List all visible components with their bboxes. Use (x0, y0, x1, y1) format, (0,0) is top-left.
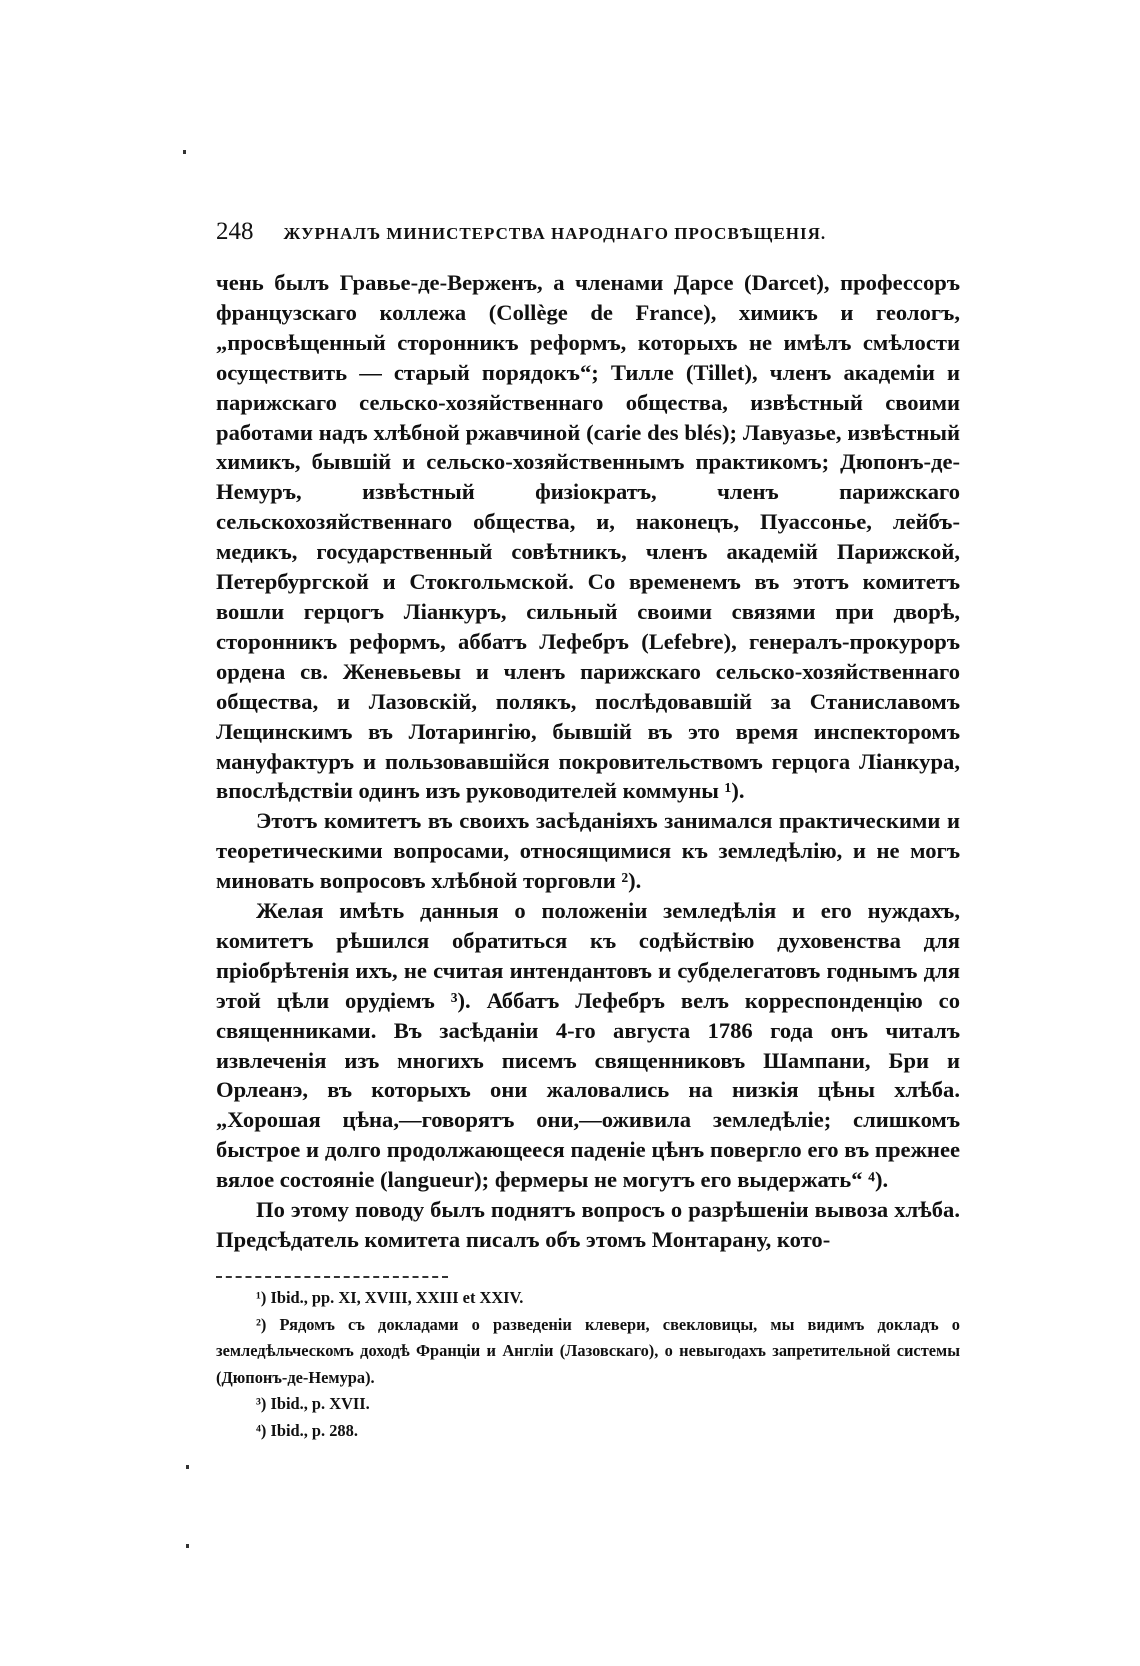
scan-speck (186, 1465, 189, 1469)
footnote: ⁴) Ibid., p. 288. (256, 1420, 358, 1440)
page-number: 248 (216, 218, 254, 245)
scan-speck (183, 150, 186, 154)
scan-speck (186, 1544, 189, 1548)
footnote: ¹) Ibid., pp. XI, XVIII, XXIII et XXIV. (256, 1288, 524, 1307)
footnote: ³) Ibid., p. XVII. (256, 1394, 370, 1414)
footnote: ²) Рядомъ съ докладами о разведеніи клевери, свекловицы, мы видимъ докладъ о земледѣльческомъ доходѣ Франціи и Англіи (Лазовскаго), о невыгодахъ запретительной системы (Дюпонъ-де-Немура). (216, 1314, 960, 1387)
footnotes (216, 1285, 960, 1445)
running-title: ЖУРНАЛЪ МИНИСТЕРСТВА НАРОДНАГО ПРОСВѢЩЕНІЯ. (283, 224, 827, 243)
paragraph: По этому поводу былъ поднятъ вопросъ о разрѣшеніи вывоза хлѣба. Предсѣдатель комитета писалъ объ этомъ Монтарану, кото- (216, 1197, 960, 1252)
footnote-separator (216, 1276, 448, 1278)
paragraph: Желая имѣть данныя о положеніи земледѣлія и его нуждахъ, комитетъ рѣшился обратиться къ содѣйствію духовенства для пріобрѣтенія ихъ, не считая интендантовъ и субделегатовъ годнымъ для этой цѣли орудіемъ ³). Аббатъ Лефебръ велъ корреспонденцію со священниками. Въ засѣданіи 4-го августа 1786 года онъ читалъ извлеченія изъ многихъ писемъ священниковъ Шампани, Бри и Орлеанэ, въ которыхъ они жаловались на низкія цѣны хлѣба. „Хорошая цѣна,—говорятъ они,—оживила земледѣліе; слишкомъ быстрое и долго продолжающееся паденіе цѣнъ повергло его въ прежнее вялое состояніе (langueur); фермеры не могутъ его выдержать“ ⁴). (216, 898, 960, 1193)
running-header (216, 218, 960, 252)
paragraph: чень былъ Гравье-де-Верженъ, а членами Дарсе (Darcet), профессоръ французскаго коллежа (Collège de France), химикъ и геологъ, „просвѣщенный сторонникъ реформъ, которыхъ не имѣлъ смѣлости осуществить — старый порядокъ“; Тилле (Tillet), членъ академіи и парижскаго сельско-хозяйственнаго общества, извѣстный своими работами надъ хлѣбной ржавчиной (carie des blés); Лавуазье, извѣстный химикъ, бывшій и сельско-хозяйственнымъ практикомъ; Дюпонъ-де-Немуръ, извѣстный физіократъ, членъ парижскаго сельскохозяйственнаго общества, и, наконецъ, Пуассонье, лейбъ-медикъ, государственный совѣтникъ, членъ академій Парижской, Петербургской и Стокгольмской. Со временемъ въ этотъ комитетъ вошли герцогъ Ліанкуръ, сильный своими связями при дворѣ, сторонникъ реформъ, аббатъ Лефебръ (Lefebre), генералъ-прокуроръ ордена св. Женевьевы и членъ парижскаго сельско-хозяйственнаго общества, и Лазовскій, полякъ, послѣдовавшій за Станиславомъ Лещинскимъ въ Лотарингію, бывшій въ это время инспекторомъ мануфактуръ и пользовавшійся покровительствомъ герцога Ліанкура, впослѣдствіи одинъ изъ руководителей коммуны ¹). (216, 270, 960, 804)
paragraph: Этотъ комитетъ въ своихъ засѣданіяхъ занимался практическими и теоретическими вопросами, относящимися къ земледѣлію, и не могъ миновать вопросовъ хлѣбной торговли ²). (216, 808, 960, 894)
body-text (216, 268, 960, 1255)
